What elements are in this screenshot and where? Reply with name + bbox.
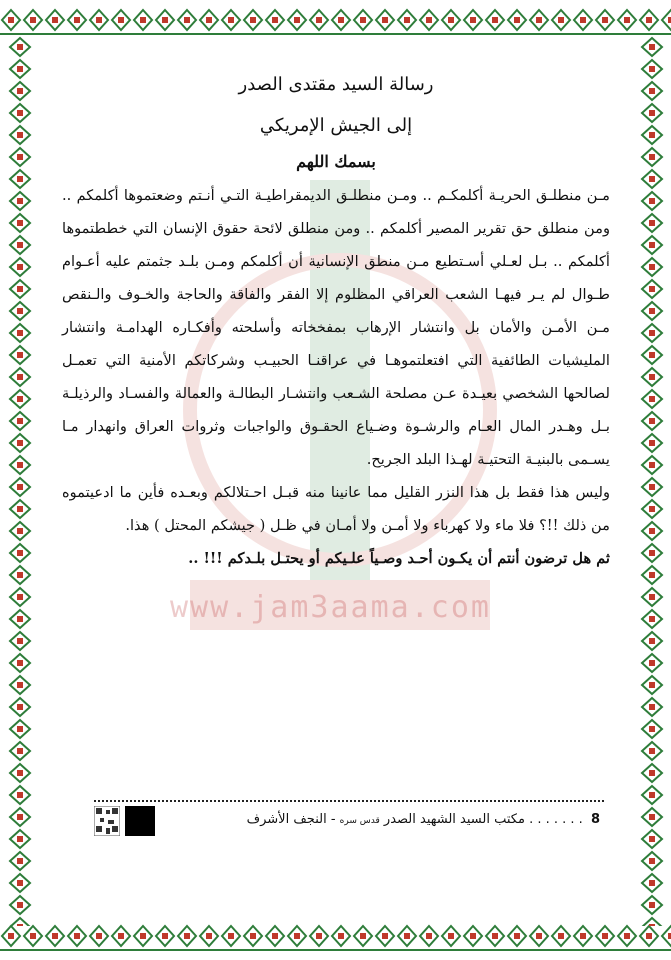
footer-office: مكتب السيد الشهيد الصدر [383,812,525,827]
document-body [62,74,610,575]
paragraph-2: وليس هذا فقط بل هذا النزر القليل مما عانينا منه قبـل احـتلالكم وبعـده فأين ما ادعيتموه من ذلك !!؟ فلا ماء ولا كهرباء ولا أمـن ولا أمـان في ظـل ( جيشكم المحتل ) هذا. [62,484,610,534]
ornamental-border-left [6,36,34,926]
bismillah-heading: بسمك اللهم [296,152,376,171]
footer-honorific: قدس سره [339,816,380,826]
document-title: رسالة السيد مقتدى الصدر [238,74,434,95]
qr-code-icon [94,806,120,836]
ornamental-border-right [638,36,666,926]
paragraph-3: ثم هل ترضون أنتم أن يكـون أحـد وصـياً علـيكم أو يحتـل بلـدكم !!! .. [188,550,610,567]
black-square-logo [125,806,155,836]
paragraph-1: مـن منطلـق الحريـة أكلمكـم .. ومـن منطلـق الديمقراطيـة التـي أنـتم وضعتموها أكلمكم .. ومن منطلق حق تقرير المصير أكلمكم .. ومن منطلق لائحة حقوق الإنسان التي خططتموها أكلمكم .. بـل لعـلي أسـتطيع مـن منطق الإنسانية أن أكلمكم ومـن بلـد جثمتم عليه أعـوام طـوال لم يـر فيهـا الشعب العراقي المظلوم إلا الفقر والفاقة والحاجة والخـوف والـنقص مـن الأمـن والأمان بل وانتشار الإرهاب بمفخخاته وأسلحته وأفكـاره الهدامـة وانتشار المليشيات الطائفية التي افتعلتموهـا في عراقنـا الحبيـب وشركاتكم الأمنية التي تعمـل لصالحها الشخصي بعيـدة عـن مصلحة الشـعب وانتشـار البطالـة والعمالة والفسـاد والرذيلـة بـل وهـدر المال العـام والرشـوة وضـياع الحقـوق والواجبات وثروات العراق وانهدار مـا يسـمى بالبنيـة التحتيـة لهـذا البلد الجريح. [62,187,610,468]
ornamental-border-bottom [0,924,671,954]
page-number: 8 [590,812,600,827]
document-subtitle: إلى الجيش الإمريكي [259,115,413,136]
footer-separator: - [330,812,336,827]
page-footer [160,812,600,827]
footer-dots: . . . . . . . [529,812,583,827]
ornamental-border-top [0,8,671,38]
footer-city: النجف الأشرف [246,812,327,827]
watermark-site-text: www.jam3aama.com [170,590,491,625]
footer-divider [94,800,604,802]
